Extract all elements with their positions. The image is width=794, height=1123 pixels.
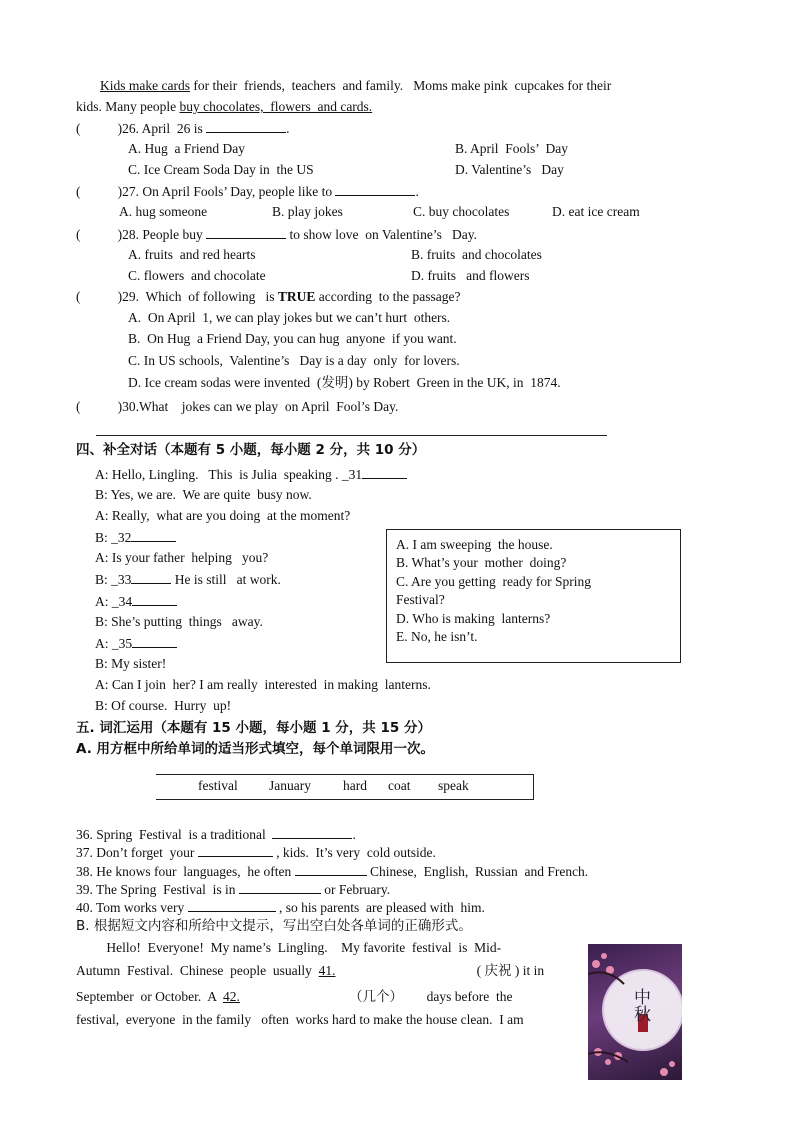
dialog-line: B: She’s putting things away. (95, 614, 263, 629)
reading-line-2: kids. Many people buy chocolates, flowers and cards. (76, 99, 373, 114)
option: B. fruits and chocolates (411, 247, 542, 262)
option: C. flowers and chocolate (128, 268, 266, 283)
answer-blank-41[interactable]: 41. (318, 963, 336, 978)
dialog-line: B: My sister! (95, 656, 167, 671)
word-box-top (156, 774, 534, 775)
answer-blank[interactable] (188, 899, 276, 912)
dialog-line: A: _34 (95, 593, 177, 610)
answer-blank[interactable] (132, 593, 177, 606)
dialog-line: A: Really, what are you doing at the moment? (95, 508, 351, 523)
dialog-line: A: Can I join her? I am really interested in making lanterns. (95, 677, 431, 692)
answer-blank[interactable] (362, 466, 407, 479)
mid-autumn-image (588, 944, 682, 1080)
option: A. fruits and red hearts (128, 247, 256, 262)
image-caption: 中秋 (630, 988, 650, 1022)
dialog-line: B: Yes, we are. We are quite busy now. (95, 487, 312, 502)
option: D. Valentine’s Day (455, 162, 564, 177)
dialog-line: A: _35 (95, 635, 177, 652)
dialog-option: C. Are you getting ready for Spring (396, 574, 591, 589)
item-36: 36. Spring Festival is a traditional . (76, 827, 356, 842)
passage-line-3: September or October. A 42. （几个） days before the (76, 989, 513, 1004)
answer-blank-42[interactable]: 42. (222, 989, 240, 1004)
answer-blank[interactable] (206, 226, 286, 239)
passage-line-1: Hello! Everyone! My name’s Lingling. My favorite festival is Mid- (76, 940, 502, 955)
option: C. In US schools, Valentine’s Day is a day only for lovers. (128, 353, 460, 368)
dialog-option: D. Who is making lanterns? (396, 611, 551, 626)
word: festival (198, 778, 238, 793)
answer-blank[interactable] (131, 529, 176, 542)
option: A. On April 1, we can play jokes but we can’t hurt others. (128, 310, 451, 325)
option: A. Hug a Friend Day (128, 141, 245, 156)
item-39: 39. The Spring Festival is in or February. (76, 882, 391, 897)
option: D. eat ice cream (552, 204, 640, 219)
answer-blank[interactable] (239, 881, 321, 894)
dialog-line: B: _33 He is still at work. (95, 572, 281, 587)
underlined-phrase: buy chocolates, flowers and cards. (179, 99, 373, 114)
question-30: ( )30.What jokes can we play on April Fool’s Day. (76, 399, 399, 414)
word-box-right (533, 774, 534, 799)
question-26: ( )26. April 26 is . (76, 121, 290, 136)
item-40: 40. Tom works very , so his parents are pleased with him. (76, 900, 485, 915)
part-b-instruction: B. 根据短文内容和所给中文提示，写出空白处各单词的正确形式。 (76, 918, 472, 934)
dialog-option: B. What’s your mother doing? (396, 555, 567, 570)
word: speak (438, 778, 469, 793)
answer-blank[interactable] (198, 844, 273, 857)
dialog-line: B: Of course. Hurry up! (95, 698, 232, 713)
option: C. buy chocolates (413, 204, 510, 219)
word: coat (388, 778, 411, 793)
answer-blank[interactable] (206, 120, 286, 133)
word: January (269, 778, 311, 793)
option: B. On Hug a Friend Day, you can hug anyone if you want. (128, 331, 457, 346)
answer-blank[interactable] (131, 571, 171, 584)
dialog-option: Festival? (396, 592, 445, 607)
passage-line-2: Autumn Festival. Chinese people usually 41. ( 庆祝 ) it in (76, 963, 545, 978)
passage-line-4: festival, everyone in the family often works hard to make the house clean. I am (76, 1012, 524, 1027)
option: D. Ice cream sodas were invented (发明) by Robert Green in the UK, in 1874. (128, 375, 561, 390)
dialog-option: A. I am sweeping the house. (396, 537, 553, 552)
section-4-title: 四、补全对话（本题有 5 小题，每小题 2 分，共 10 分） (76, 442, 426, 458)
word-box-bottom (156, 799, 534, 800)
section-5-title: 五. 词汇运用（本题有 15 小题，每小题 1 分，共 15 分） (76, 720, 431, 736)
dialog-line: A: Hello, Lingling. This is Julia speaking . _31 (95, 466, 407, 483)
dialog-option: E. No, he isn’t. (396, 629, 478, 644)
dialog-line: B: _32 (95, 529, 176, 546)
answer-blank[interactable] (295, 863, 367, 876)
item-38: 38. He knows four languages, he often Chinese, English, Russian and French. (76, 864, 589, 879)
answer-blank[interactable] (132, 635, 177, 648)
question-28: ( )28. People buy to show love on Valentine’s Day. (76, 227, 477, 242)
option: A. hug someone (119, 204, 208, 219)
answer-blank[interactable] (272, 826, 352, 839)
option: B. play jokes (272, 204, 343, 219)
dialog-line: A: Is your father helping you? (95, 550, 269, 565)
option: B. April Fools’ Day (455, 141, 569, 156)
answer-line[interactable] (96, 435, 607, 436)
answer-blank[interactable] (335, 183, 415, 196)
item-37: 37. Don’t forget your , kids. It’s very cold outside. (76, 845, 436, 860)
question-29: ( )29. Which of following is TRUE according to the passage? (76, 289, 461, 304)
option: C. Ice Cream Soda Day in the US (128, 162, 314, 177)
option: D. fruits and flowers (411, 268, 530, 283)
part-a-instruction: A. 用方框中所给单词的适当形式填空，每个单词限用一次。 (76, 741, 435, 757)
reading-line-1: Kids make cards for their friends, teachers and family. Moms make pink cupcakes for their (100, 78, 612, 93)
question-27: ( )27. On April Fools’ Day, people like to . (76, 184, 419, 199)
underlined-phrase: Kids make cards (100, 78, 190, 93)
word: hard (343, 778, 367, 793)
